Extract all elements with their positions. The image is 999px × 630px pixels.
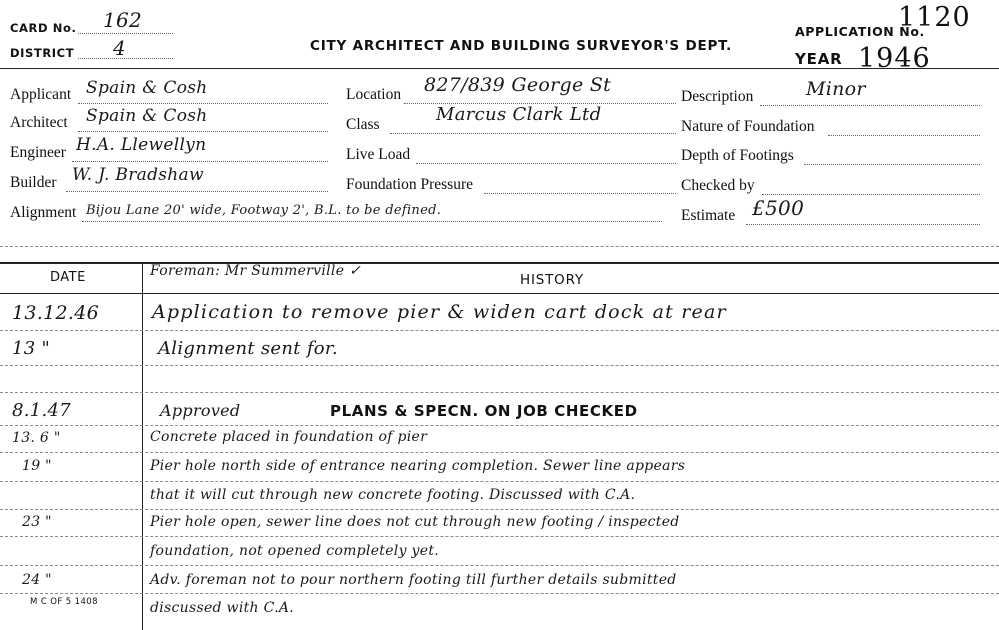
history-text: Application to remove pier & widen cart dock at rear <box>152 301 727 323</box>
location-value: 827/839 George St <box>424 74 612 96</box>
history-date: 8.1.47 <box>12 400 72 421</box>
history-date: 13 " <box>12 338 51 359</box>
history-date: 24 " <box>22 572 52 588</box>
applicant-label: Applicant <box>10 86 72 103</box>
district-value: 4 <box>113 36 127 60</box>
estimate-label: Estimate <box>681 207 736 224</box>
foundation-pressure-label: Foundation Pressure <box>346 176 474 193</box>
district-label: DISTRICT <box>10 46 75 60</box>
history-date: 19 " <box>22 458 52 474</box>
history-text: that it will cut through new concrete footing. Discussed with C.A. <box>150 487 636 503</box>
history-text: foundation, not opened completely yet. <box>150 543 440 559</box>
date-header: DATE <box>50 270 86 285</box>
history-header: HISTORY <box>520 272 584 288</box>
history-text: Pier hole open, sewer line does not cut through new footing / inspected <box>150 514 680 530</box>
architect-label: Architect <box>10 114 68 131</box>
history-text: Approved <box>160 401 241 420</box>
live-load-label: Live Load <box>346 146 411 163</box>
year-value: 1946 <box>858 43 931 74</box>
history-text: Pier hole north side of entrance nearing completion. Sewer line appears <box>150 458 686 474</box>
plans-checked-stamp: PLANS & SPECN. ON JOB CHECKED <box>330 402 638 420</box>
class-value: Marcus Clark Ltd <box>436 104 602 125</box>
history-text: Alignment sent for. <box>158 338 338 359</box>
depth-of-footings-label: Depth of Footings <box>681 147 794 164</box>
applicant-value: Spain & Cosh <box>86 78 208 98</box>
card-no-value: 162 <box>103 8 143 32</box>
history-date: 13.12.46 <box>12 302 100 324</box>
year-label: YEAR <box>795 50 843 68</box>
class-label: Class <box>346 116 380 133</box>
foreman-note: Foreman: Mr Summerville ✓ <box>150 263 362 279</box>
application-no-value: 1120 <box>898 2 971 33</box>
checked-by-label: Checked by <box>681 177 755 194</box>
history-text: discussed with C.A. <box>150 600 295 616</box>
history-date: 23 " <box>22 514 52 530</box>
history-text: Concrete placed in foundation of pier <box>150 429 428 445</box>
builder-value: W. J. Bradshaw <box>72 165 204 185</box>
description-value: Minor <box>806 78 866 100</box>
estimate-value: £500 <box>752 196 805 220</box>
nature-of-foundation-label: Nature of Foundation <box>681 118 815 135</box>
engineer-value: H.A. Llewellyn <box>76 135 207 155</box>
card-no-label: CARD No. <box>10 21 77 35</box>
dept-title: CITY ARCHITECT AND BUILDING SURVEYOR'S DEPT. <box>310 38 733 54</box>
builder-label: Builder <box>10 174 57 191</box>
architect-value: Spain & Cosh <box>86 106 208 126</box>
description-label: Description <box>681 88 754 105</box>
alignment-value: Bijou Lane 20' wide, Footway 2', B.L. to be defined. <box>86 203 442 218</box>
alignment-label: Alignment <box>10 204 77 221</box>
form-code: M C OF 5 1408 <box>30 597 98 607</box>
location-label: Location <box>346 86 402 103</box>
engineer-label: Engineer <box>10 144 66 161</box>
history-date: 13. 6 " <box>12 430 61 446</box>
history-text: Adv. foreman not to pour northern footing till further details submitted <box>150 572 677 588</box>
application-no-label: APPLICATION No. <box>795 24 925 39</box>
date-column-divider <box>142 262 143 630</box>
